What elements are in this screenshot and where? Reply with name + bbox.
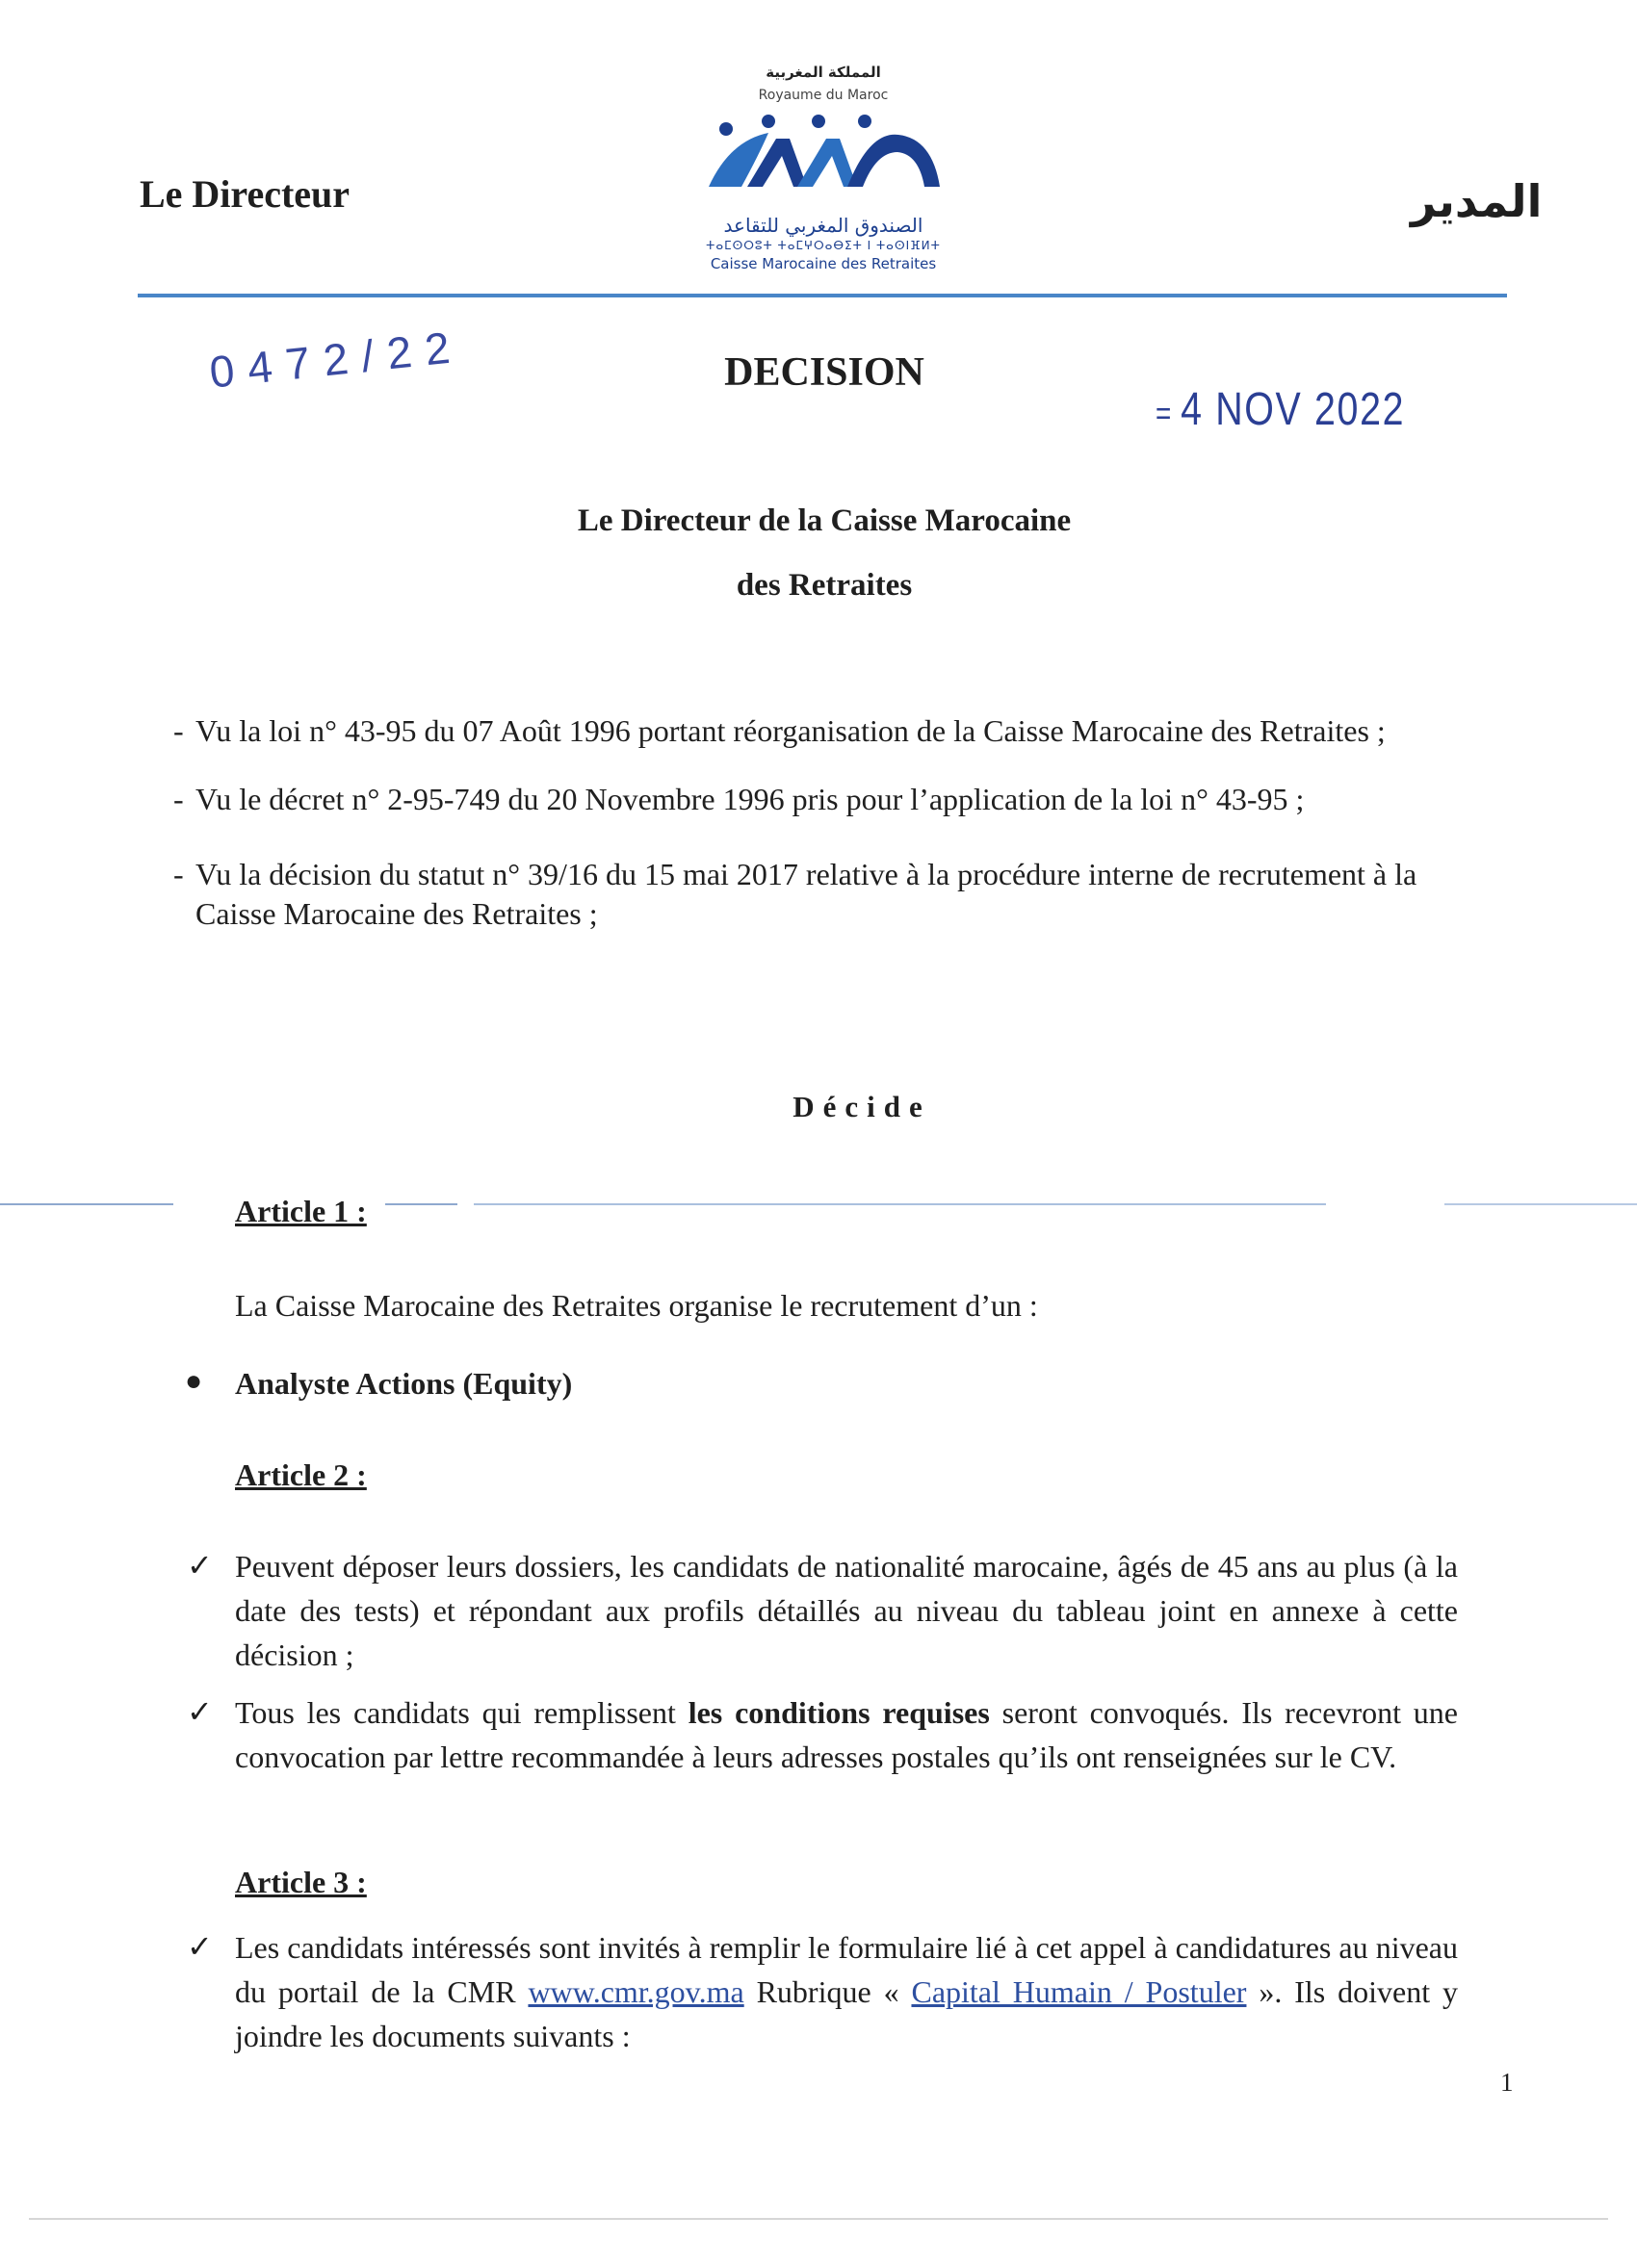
visa-item: - Vu le décret n° 2-95-749 du 20 Novembre 1996 pris pour l’application de la loi n° 43-95 ; bbox=[173, 780, 1464, 819]
capital-humain-link[interactable]: Capital Humain / Postuler bbox=[911, 1974, 1247, 2009]
header-left-title: Le Directeur bbox=[140, 172, 351, 216]
article-2-heading: Article 2 : bbox=[235, 1457, 367, 1492]
article-2-item-2-text-end: seront convoqués. Ils recevront une convocation par lettre recommandée à leurs adresses postales qu’ils ont renseignées sur le CV. bbox=[235, 1695, 1459, 1774]
article-1-intro: La Caisse Marocaine des Retraites organise le recrutement d’un : bbox=[235, 1288, 1038, 1323]
article-3-paragraph bbox=[235, 1925, 1458, 2058]
logo-name-french: Caisse Marocaine des Retraites bbox=[710, 255, 937, 272]
article-1-position: Analyste Actions (Equity) bbox=[235, 1366, 573, 1401]
document-title: DECISION bbox=[724, 350, 924, 395]
logo-kingdom-french: Royaume du Maroc bbox=[758, 88, 889, 103]
article-3-text-mid: Rubrique « bbox=[743, 1974, 912, 2009]
logo-name-arabic: الصندوق المغربي للتقاعد bbox=[723, 214, 923, 237]
visa-item: - Vu la loi n° 43-95 du 07 Août 1996 portant réorganisation de la Caisse Marocaine des Retraites ; bbox=[173, 711, 1464, 751]
cmr-logo bbox=[693, 60, 953, 271]
visa-text: Vu la loi n° 43-95 du 07 Août 1996 portant réorganisation de la Caisse Marocaine des Retraites ; bbox=[195, 713, 1386, 748]
article-3-text: Les candidats intéressés sont invités à remplir le formulaire lié à cet appel à candidatures au niveau du portail de la CMR bbox=[235, 1930, 1458, 2009]
cmr-website-link[interactable]: www.cmr.gov.ma bbox=[528, 1974, 744, 2009]
visa-text: Vu le décret n° 2-95-749 du 20 Novembre 1996 pris pour l’application de la loi n° 43-95 ; bbox=[195, 782, 1305, 816]
cmr-emblem-icon bbox=[701, 112, 946, 208]
article-2-item-1: Peuvent déposer leurs dossiers, les candidats de nationalité marocaine, âgés de 45 ans au plus (à la date des tests) et répondant aux profils détaillés au niveau du tableau joint en annexe à cette décision ; bbox=[235, 1549, 1458, 1672]
bullet-icon: ● bbox=[185, 1365, 203, 1397]
header-right-title-arabic: المدير bbox=[1411, 175, 1543, 227]
subtitle-line-1: Le Directeur de la Caisse Marocaine bbox=[577, 503, 1072, 538]
article-3-heading: Article 3 : bbox=[235, 1865, 367, 1899]
reference-number-stamp: 0472/22 bbox=[207, 321, 466, 398]
header-divider bbox=[138, 294, 1507, 297]
decide-heading: Décide bbox=[793, 1090, 931, 1123]
article-2-item-2 bbox=[235, 1690, 1458, 1779]
scan-edge-line bbox=[29, 2218, 1608, 2220]
checkmark-icon: ✓ bbox=[187, 1694, 213, 1729]
article-1-heading: Article 1 : bbox=[235, 1194, 367, 1228]
date-stamp: = 4 NOV 2022 bbox=[1156, 384, 1406, 435]
article-2-item-2-text: Tous les candidats qui remplissent bbox=[235, 1695, 689, 1730]
checkmark-icon: ✓ bbox=[187, 1929, 213, 1964]
visa-text: Vu la décision du statut n° 39/16 du 15 mai 2017 relative à la procédure interne de recrutement à la Caisse Marocaine des Retraites ; bbox=[195, 857, 1417, 931]
logo-name-tifinagh: ⵜⴰⵎⵙⵔⵓⵜ ⵜⴰⵎⵖⵔⴰⴱⵉⵜ ⵏ ⵜⴰⵙⵏⴼⵍⵜ bbox=[706, 239, 941, 252]
scan-line bbox=[0, 1203, 173, 1205]
date-stamp-text: 4 NOV 2022 bbox=[1181, 384, 1406, 435]
article-3-text-end: ». Ils doivent y joindre les documents suivants : bbox=[235, 1974, 1459, 2053]
scan-line bbox=[1444, 1203, 1637, 1205]
visa-item: - Vu la décision du statut n° 39/16 du 15 mai 2017 relative à la procédure interne de recrutement à la Caisse Marocaine des Retraites ; bbox=[173, 855, 1464, 934]
checkmark-icon: ✓ bbox=[187, 1548, 213, 1583]
scan-line bbox=[385, 1203, 457, 1205]
logo-kingdom-arabic: المملكة المغربية bbox=[766, 64, 881, 81]
article-2-item-2-bold: les conditions requises bbox=[688, 1695, 990, 1730]
subtitle-line-2: des Retraites bbox=[736, 568, 913, 603]
page-number: 1 bbox=[1500, 2068, 1514, 2097]
scan-line bbox=[474, 1203, 1326, 1205]
